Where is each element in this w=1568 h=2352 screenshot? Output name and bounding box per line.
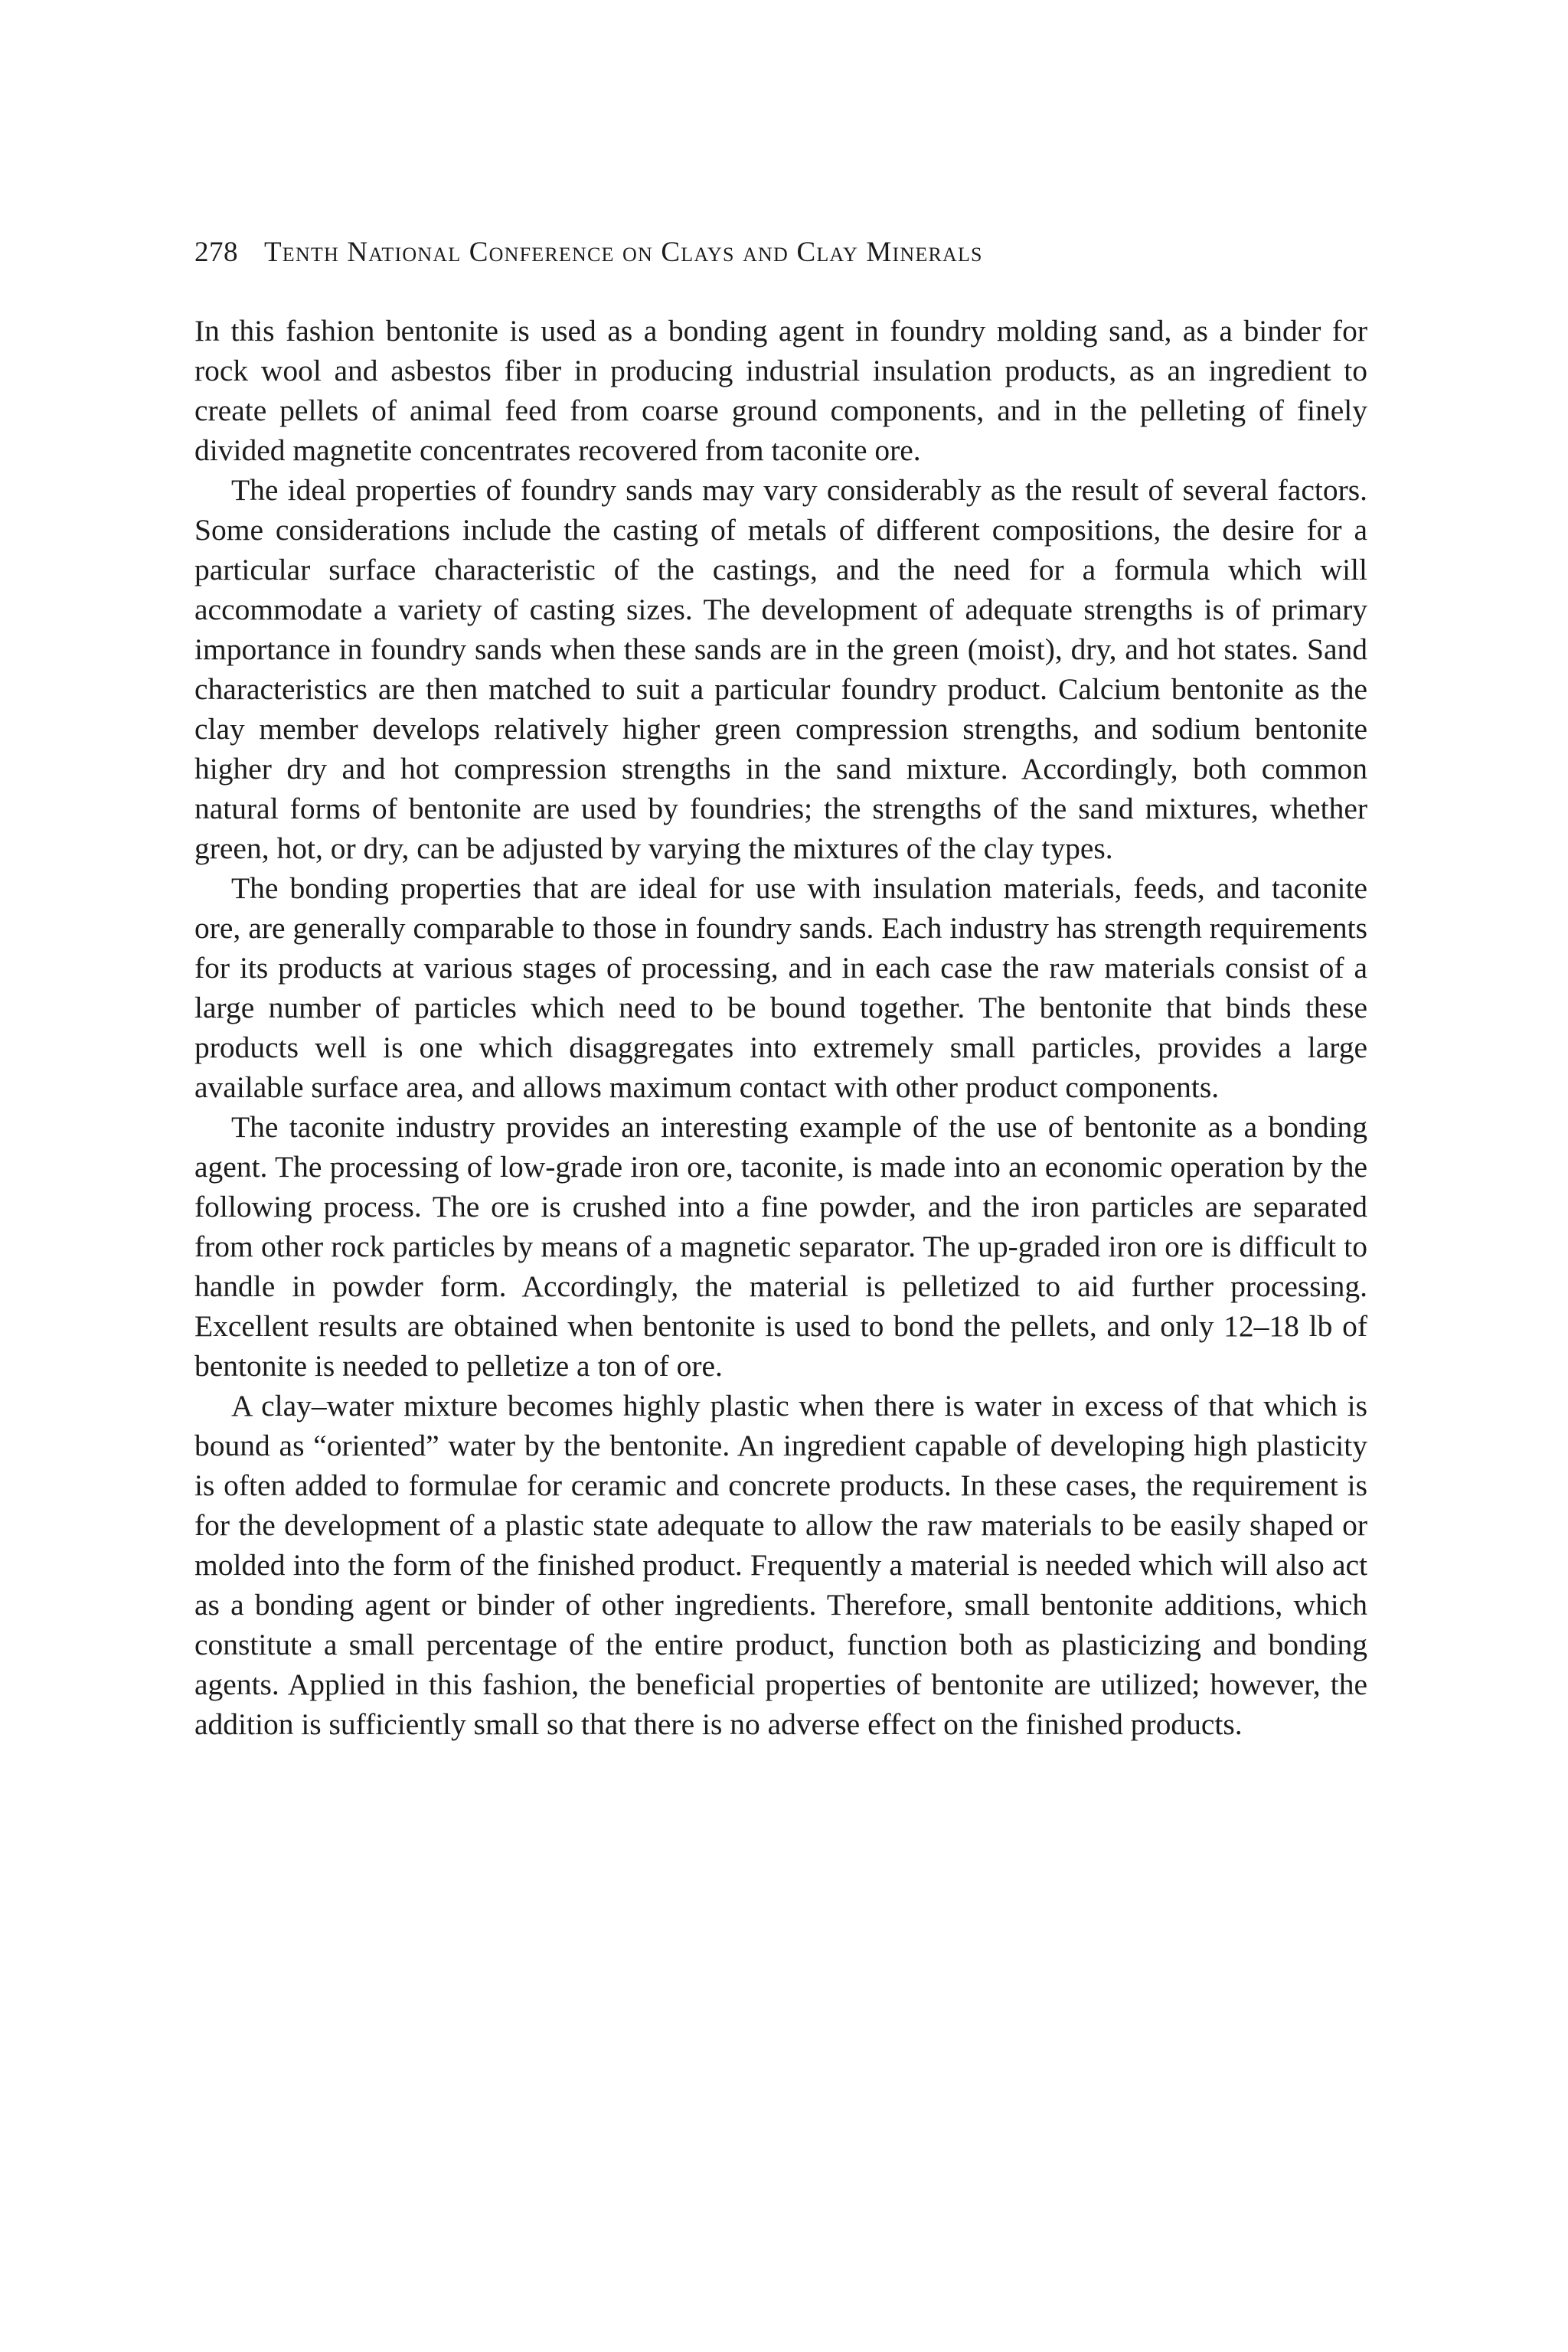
page — [194, 230, 1367, 1744]
running-head — [194, 230, 1367, 276]
paragraph: The bonding properties that are ideal for use with insulation materials, feeds, and taconite ore, are generally comparable to those in foundry sands. Each industry has strength requirements for its products at various stages of processing, and in each case the raw materials consist of a large number of particles which need to be bound together. The bentonite that binds these products well is one which disaggregates into extremely small particles, provides a large available surface area, and allows maximum contact with other product components. — [194, 871, 1367, 1104]
paragraph: The taconite industry provides an interesting example of the use of bentonite as a bonding agent. The processing of low-grade iron ore, taconite, is made into an economic operation by the following process. The ore is crushed into a fine powder, and the iron particles are separated from other rock particles by means of a magnetic separator. The up-graded iron ore is difficult to handle in powder form. Accordingly, the material is pelletized to aid further processing. Excellent results are obtained when bentonite is used to bond the pellets, and only 12–18 lb of bentonite is needed to pelletize a ton of ore. — [194, 1110, 1367, 1383]
page-number: 278 — [194, 237, 238, 268]
paragraph: A clay–water mixture becomes highly plastic when there is water in excess of that which is bound as “oriented” water by the bentonite. An ingredient capable of developing high plasticity is often added to formulae for ceramic and concrete products. In these cases, the requirement is for the development of a plastic state adequate to allow the raw materials to be easily shaped or molded into the form of the finished product. Frequently a material is needed which will also act as a bonding agent or binder of other ingredients. Therefore, small bentonite additions, which constitute a small percentage of the entire product, function both as plasticizing and bonding agents. Applied in this fashion, the beneficial properties of bentonite are utilized; however, the addition is sufficiently small so that there is no adverse effect on the finished products. — [194, 1389, 1367, 1741]
journal-title: Tenth National Conference on Clays and Clay Minerals — [264, 237, 983, 268]
paragraph: In this fashion bentonite is used as a bonding agent in foundry molding sand, as a binder for rock wool and asbestos fiber in producing industrial insulation products, as an ingredient to create pellets of animal feed from coarse ground components, and in the pelleting of finely divided magnetite concentrates recovered from taconite ore. — [194, 314, 1367, 467]
paragraph: The ideal properties of foundry sands may vary considerably as the result of several factors. Some considerations include the casting of metals of different compositions, the desire for a particular surface characteristic of the castings, and the need for a formula which will accommodate a variety of casting sizes. The development of adequate strengths is of primary importance in foundry sands when these sands are in the green (moist), dry, and hot states. Sand characteristics are then matched to suit a particular foundry product. Calcium bentonite as the clay member develops relatively higher green compression strengths, and sodium bentonite higher dry and hot compression strengths in the sand mixture. Accordingly, both common natural forms of bentonite are used by foundries; the strengths of the sand mixtures, whether green, hot, or dry, can be adjusted by varying the mixtures of the clay types. — [194, 473, 1367, 865]
body-text — [194, 311, 1367, 1744]
